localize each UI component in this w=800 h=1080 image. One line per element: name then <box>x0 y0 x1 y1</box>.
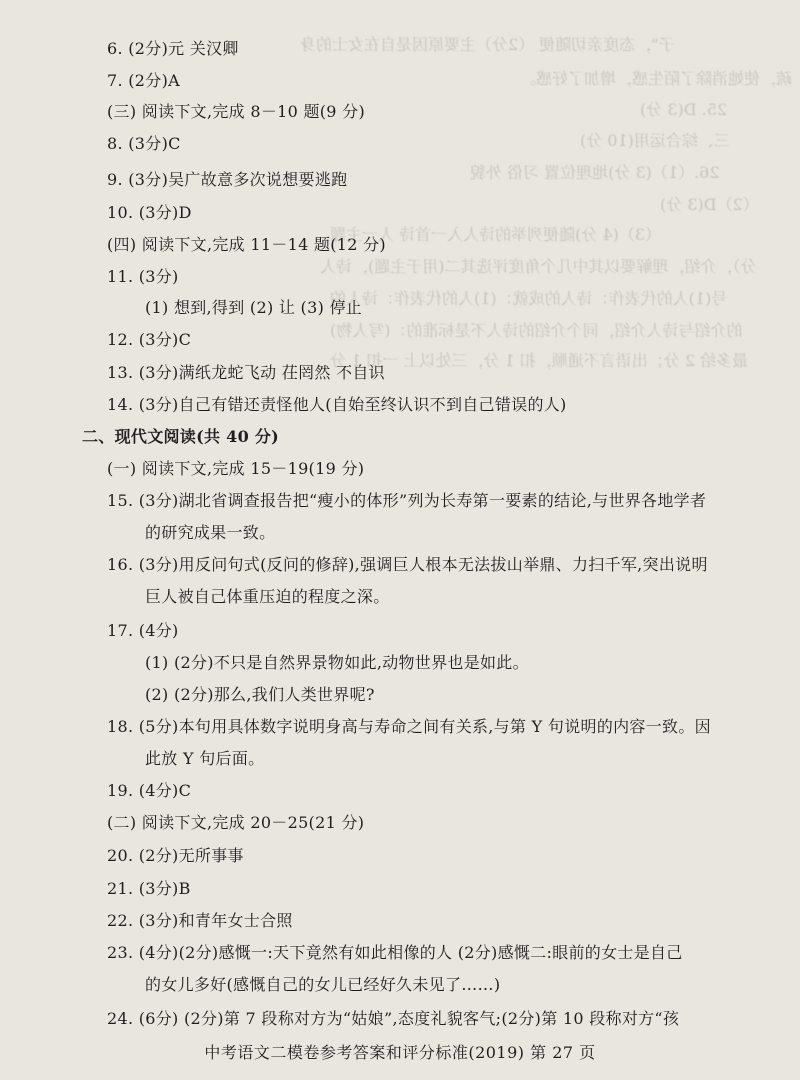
answer-line: 22. (3分)和青年女士合照 <box>107 911 293 930</box>
answer-line: 13. (3分)满纸龙蛇飞动 茌罔然 不自识 <box>107 363 385 382</box>
answer-line: 9. (3分)吴广故意多次说想要逃跑 <box>107 170 348 189</box>
bleed-through-line: （2）D(3 分) <box>660 195 759 214</box>
answer-line: 11. (3分) <box>107 267 179 286</box>
answer-line: 10. (3分)D <box>107 203 192 222</box>
answer-line: 20. (2分)无所事事 <box>107 846 244 865</box>
bleed-through-line: （3）(4 分)随便列举的诗人入一首诗 人一主题 <box>330 225 662 244</box>
answer-line: 14. (3分)自己有错还责怪他人(自始至终认识不到自己错误的人) <box>107 395 567 414</box>
section-heading: (四) 阅读下文,完成 11－14 题(12 分) <box>107 235 386 254</box>
answer-subline: (1) 想到,得到 (2) 让 (3) 停止 <box>145 298 363 317</box>
page-footer: 中考语文二模卷参考答案和评分标准(2019) 第 27 页 <box>204 1043 596 1062</box>
bleed-through-line: 的介绍与诗人介绍，同个介绍的诗人不是标准的：(写人物) <box>330 321 743 340</box>
section-heading: (一) 阅读下文,完成 15－19(19 分) <box>107 459 365 478</box>
part-heading: 二、现代文阅读(共 40 分) <box>82 427 280 446</box>
section-heading: (三) 阅读下文,完成 8－10 题(9 分) <box>107 102 366 121</box>
answer-line: 18. (5分)本句用具体数字说明身高与寿命之间有关系,与第 Y 句说明的内容一致。因 <box>107 717 711 736</box>
answer-line: 16. (3分)用反问句式(反问的修辞),强调巨人根本无法拔山举鼎、力扫千军,突出说明 <box>107 555 708 574</box>
answer-line: 15. (3分)湖北省调查报告把“瘦小的体形”列为长寿第一要素的结论,与世界各地学者 <box>107 491 707 510</box>
answer-subline: (1) (2分)不只是自然界景物如此,动物世界也是如此。 <box>145 653 529 672</box>
answer-line: 23. (4分)(2分)感慨一:天下竟然有如此相像的人 (2分)感慨二:眼前的女士是自己 <box>107 943 683 962</box>
answer-line: 17. (4分) <box>107 621 179 640</box>
answer-continuation: 的研究成果一致。 <box>145 523 276 542</box>
section-heading: (二) 阅读下文,完成 20－25(21 分) <box>107 813 365 832</box>
bleed-through-line: 最多给 2 分；出语言不通顺，扣 1 分，三处以上 一扣 1 分 <box>330 351 749 370</box>
answer-line: 8. (3分)C <box>107 134 181 153</box>
bleed-through-line: 三、综合运用(10 分) <box>580 131 730 150</box>
answer-line: 12. (3分)C <box>107 330 192 349</box>
bleed-through-line: 号(1)人的代表作：诗人的成就：(1)人的代表作：诗人的 <box>330 289 728 308</box>
answer-continuation: 巨人被自己体重压迫的程度之深。 <box>145 587 390 606</box>
bleed-through-line: 分），介绍，理解要以其中几个角度评选其二(用于主题)，诗人 <box>320 257 757 276</box>
bleed-through-line: 疏，使她消除了陌生感，增加了好感。 <box>520 69 793 88</box>
answer-line: 19. (4分)C <box>107 781 192 800</box>
answer-subline: (2) (2分)那么,我们人类世界呢? <box>145 685 375 704</box>
answer-line: 7. (2分)A <box>107 71 180 90</box>
answer-line: 21. (3分)B <box>107 879 191 898</box>
answer-line: 6. (2分)元 关汉卿 <box>107 39 239 58</box>
bleed-through-line: 25. D(3 分) <box>640 100 728 119</box>
answer-line: 24. (6分) (2分)第 7 段称对方为“姑娘”,态度礼貌客气;(2分)第 10 段称对方“孩 <box>107 1009 680 1028</box>
bleed-through-line: 子"，态度亲切随便 （2分）主要原因是自在女士的身 <box>300 35 675 54</box>
answer-continuation: 此放 Y 句后面。 <box>145 749 265 768</box>
answer-continuation: 的女儿多好(感慨自己的女儿已经好久未见了……) <box>145 975 501 994</box>
bleed-through-line: 26.（1）(3 分)地理位置 习俗 外貌 <box>470 163 720 182</box>
